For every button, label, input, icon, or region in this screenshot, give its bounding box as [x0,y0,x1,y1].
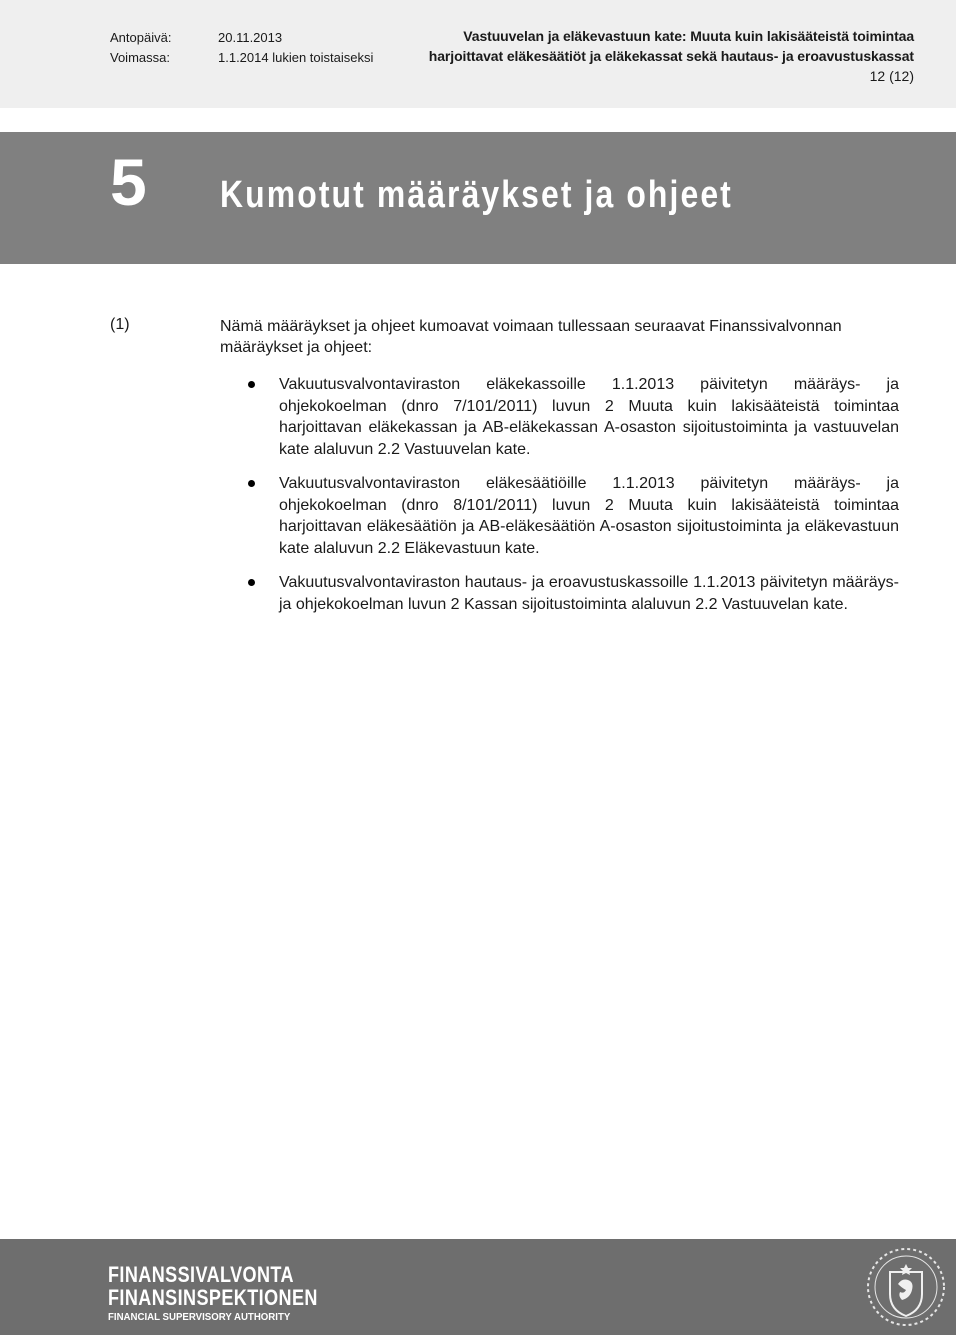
effective-date: 1.1.2014 lukien toistaiseksi [218,50,374,65]
logo-line-fi: FINANSSIVALVONTA [108,1262,294,1287]
list-item-text: Vakuutusvalvontaviraston hautaus- ja eroavustuskassoille 1.1.2013 päivitetyn määräys- ja ohjekokoelman luvun 2 Kassan sijoitustoiminta alaluvun 2.2 Vastuuvelan kate. [279,574,899,613]
logo-line-sv: FINANSINSPEKTIONEN [108,1285,318,1310]
chapter-number: 5 [110,145,147,219]
paragraph-intro: Nämä määräykset ja ohjeet kumoavat voimaan tullessaan seuraavat Finanssivalvonnan määräykset ja ohjeet: [220,318,842,356]
adopted-label: Antopäivä: [110,30,172,45]
document-title-line2: harjoittavat eläkesäätiöt ja eläkekassat sekä hautaus- ja eroavustuskassat [428,48,914,64]
bullet-icon [248,381,255,388]
finanssivalvonta-logo [108,1263,364,1325]
logo-line-en: FINANCIAL SUPERVISORY AUTHORITY [108,1311,291,1323]
chapter-title: Kumotut määräykset ja ohjeet [220,174,733,216]
effective-label: Voimassa: [110,50,170,65]
lion-coat-of-arms-icon [862,1244,950,1330]
list-item-text: Vakuutusvalvontaviraston eläkesäätiöille 1.1.2013 päivitetyn määräys- ja ohjekokoelman (dnro 8/101/2011) luvun 2 Muuta kuin lakisääteistä toimintaa harjoittavan eläkesäätiön ja AB-eläkesäätiön A-osaston sijoitustoiminta ja eläkevastuun kate alaluvun 2.2 Eläkevastuun kate. [279,475,899,557]
paragraph-number: (1) [110,316,130,333]
adopted-date: 20.11.2013 [218,30,283,45]
bullet-icon [248,480,255,487]
list-item-text: Vakuutusvalvontaviraston eläkekassoille 1.1.2013 päivitetyn määräys- ja ohjekokoelman (dnro 7/101/2011) luvun 2 Muuta kuin lakisääteistä toimintaa harjoittavan eläkekassan ja AB-eläkekassan A-osaston sijoitustoiminta ja vastuuvelan kate alaluvun 2.2 Vastuuvelan kate. [279,376,899,458]
bullet-icon [248,579,255,586]
document-title-line1: Vastuuvelan ja eläkevastuun kate: Muuta kuin lakisääteistä toimintaa [463,28,914,44]
page-number: 12 (12) [869,68,914,84]
